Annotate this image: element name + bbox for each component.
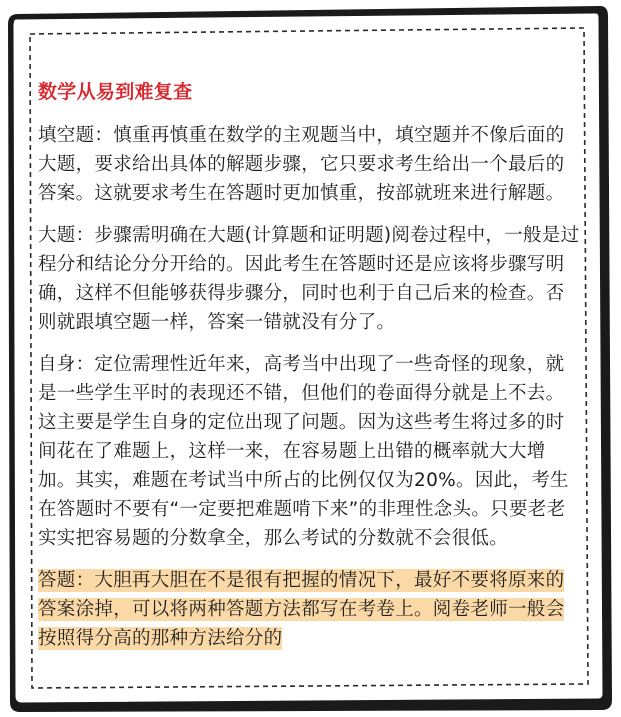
article-title: 数学从易到难复查 [38,81,193,103]
paragraph-big-question: 大题：步骤需明确在大题(计算题和证明题)阅卷过程中，一般是过程分和结论分分开给的。因此考生在答题时还是应该将步骤写明确，这样不但能够获得步骤分，同时也利于自己后来的检查。否则就跟填空题一样，答案一错就没有分了。 [38,225,580,333]
paragraph-answering [38,566,583,653]
highlighted-text: 答题：大胆再大胆在不是很有把握的情况下，最好不要将原来的答案涂掉，可以将两种答题方法都写在考卷上。阅卷老师一般会按照得分高的那种方法给分的 [38,570,565,649]
paragraph-fill-in-blank: 填空题：慎重再慎重在数学的主观题当中，填空题并不像后面的大题，要求给出具体的解题步骤，它只要求考生给出一个最后的答案。这就要求考生在答题时更加慎重，按部就班来进行解题。 [38,125,565,204]
paragraph-self-positioning: 自身：定位需理性近年来，高考当中出现了一些奇怪的现象，就是一些学生平时的表现还不错，但他们的卷面得分就是上不去。这主要是学生自身的定位出现了问题。因为这些考生将过多的时间花在了难题上，这样一来，在容易题上出错的概率就大大增加。其实，难题在考试当中所占的比例仅仅为20%。因此，考生在答题时不要有“一定要把难题啃下来”的非理性念头。只要老老实实把容易题的分数拿全，那么考试的分数就不会很低。 [38,354,569,549]
article-content [38,72,583,666]
